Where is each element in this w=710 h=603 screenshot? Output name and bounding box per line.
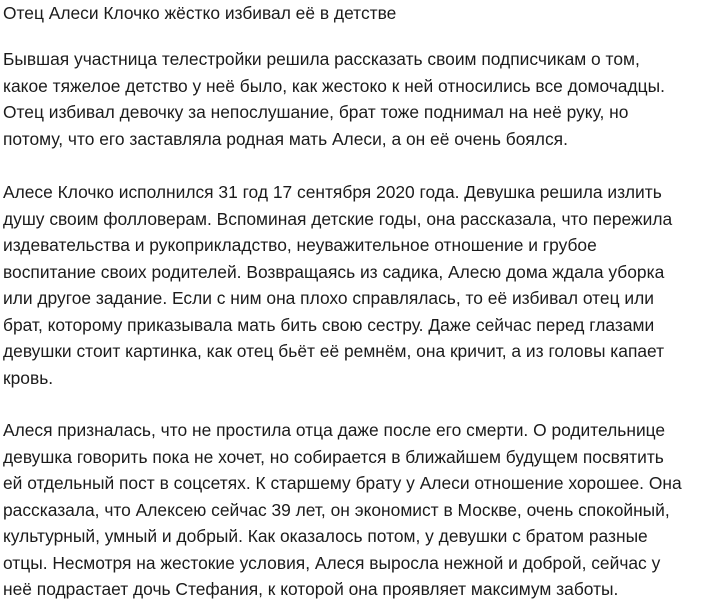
text-line: отцы. Несмотря на жестокие условия, Алеся выросла нежной и доброй, сейчас у [3,552,661,573]
text-line: Отец избивал девочку за непослушание, брат тоже поднимал на неё руку, но [3,102,629,122]
text-line: неё подрастает дочь Стефания, к которой она проявляет максимум заботы. [3,579,619,599]
paragraph-2 [0,179,708,391]
text-line: Бывшая участница телестройки решила рассказать своим подписчикам о том, [3,49,640,69]
paragraph-1 [0,46,708,152]
text-line: или другое задание. Если с ним она плохо справлялась, то её избивал отец или [3,288,654,308]
text-line: рассказала, что Алексею сейчас 39 лет, он экономист в Москве, очень спокойный, [3,499,670,520]
text-line: брат, которому приказывала мать бить свою сестру. Даже сейчас перед глазами [3,314,655,335]
text-line: издевательства и рукоприкладство, неуважительное отношение и грубое [3,235,597,255]
text-line: девушка говорить пока не хочет, но собирается в ближайшем будущем посвятить [3,446,664,467]
text-line: душу своим фолловерам. Вспоминая детские годы, она рассказала, что пережила [3,208,673,229]
article-headline: Отец Алеси Клочко жёстко избивал её в детстве [3,3,397,23]
text-line: ей отдельный пост в соцсетях. К старшему брату у Алеси отношение хорошее. Она [3,473,682,493]
text-line: Алеся призналась, что не простила отца даже после его смерти. О родительнице [3,420,666,440]
text-line: какое тяжелое детство у неё было, как жестоко к ней относились все домочадцы. [3,75,665,96]
text-line: Алесе Клочко исполнился 31 год 17 сентября 2020 года. Девушка решила излить [3,182,662,202]
text-line: воспитание своих родителей. Возвращаясь из садика, Алесю дома ждала уборка [3,261,665,282]
text-line: кровь. [3,367,54,388]
text-line: потому, что его заставляла родная мать Алеси, а он её очень боялся. [3,128,568,149]
text-line: девушки стоит картинка, как отец бьёт её ремнём, она кричит, а из головы капает [3,341,665,361]
paragraph-3 [0,417,708,603]
text-line: культурный, умный и добрый. Как оказалось потом, у девушки с братом разные [3,526,648,546]
